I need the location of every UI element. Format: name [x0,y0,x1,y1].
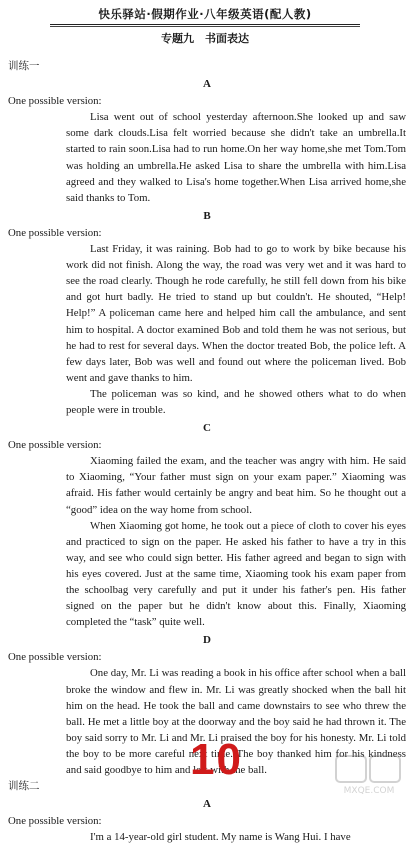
answer-paragraph: Xiaoming failed the exam, and the teacher was angry with him. He said to Xiaoming, “Your father must sign on your exam paper.” Xiaoming was afraid. His father would certainly be angry and beat him. So he thought out a “good” idea on the way home from school. [66,455,406,516]
version-label: One possible version: [8,815,102,828]
answer-paragraph: Last Friday, it was raining. Bob had to go to work by bike because his work did not finish. Along the way, the road was very wet and it was hard to see the road clearly. Though he rode carefully, he still fell down from his bike and got hurt badly. He tried to stand up but couldn't. He shouted, “Help! Help!” A policeman came here and helped him call the ambulance, and sent him to hospital. A doctor examined Bob and told them he was not serious, but he had to rest for several days. When the doctor treated Bob, the police left. A few days later, Bob was well and found out where the policeman lived. Bob went and gave thanks to him. [66,243,406,384]
answer-content [8,58,406,846]
part-letter: A [203,798,211,811]
page-number-text: 10 [190,735,243,784]
part-letter: D [203,634,211,647]
version-label: One possible version: [8,651,102,664]
version-label: One possible version: [8,226,102,239]
answer-paragraph: I'm a 14-year-old girl student. My name is Wang Hui. I have [90,831,351,844]
version-label: One possible version: [8,95,102,108]
part-letter: B [203,209,211,222]
header-rule-thin [50,26,360,27]
header-rule [50,24,360,25]
answer-paragraph: The policeman was so kind, and he showed others what to do when people were in trouble. [66,387,406,416]
exercise-heading: 训练二 [8,780,40,793]
section-title: 专题九 书面表达 [161,32,249,45]
answer-paragraph: Lisa went out of school yesterday afternoon.She looked up and saw some dark clouds.Lisa felt worried because she didn't take an umbrella.It started to rain soon.Lisa had to run home.On her way home,she met Tom.Tom was holding an umbrella.He asked Lisa to share the umbrella with him.Lisa agreed and they walked to Lisa's home together.When Lisa arrived home,she said thanks to Tom. [66,111,406,204]
part-letter: C [203,422,211,435]
watermark-text: MXQE.COM [343,786,395,796]
running-header: 快乐驿站·假期作业·八年级英语(配人教) [98,7,312,21]
page-number [190,736,260,784]
answer-paragraph: One day, Mr. Li was reading a book in his office after school when a ball broke the window and flew in. Mr. Li was greatly shocked when the ball hit him on the head. He took the ball and came downstairs to see who threw the ball. He met a little boy at the doorway and the boy said he had thrown it. The boy said sorry to Mr. Li and Mr. Li praised the boy for his honesty. Mr. Li told the boy to be more careful next time. The boy thanked him for his kindness and said goodbye to him and left with the ball. [66,667,406,777]
exercise-heading: 训练一 [8,60,40,72]
part-letter: A [203,78,211,91]
watermark-logo-icon [334,752,404,796]
version-label: One possible version: [8,439,102,452]
answer-paragraph: When Xiaoming got home, he took out a piece of cloth to cover his eyes and practiced to sign on the paper. He asked his father to have a try in this way, and see who could sign better. His father agreed and began to sign with his eyes covered. Just at the same time, Xiaoming took his exam paper from the schoolbag very carefully and put it under his father's pen. His father signed on the paper but he didn't know about this. Finally, Xiaoming completed the “task” quite well. [66,519,406,629]
